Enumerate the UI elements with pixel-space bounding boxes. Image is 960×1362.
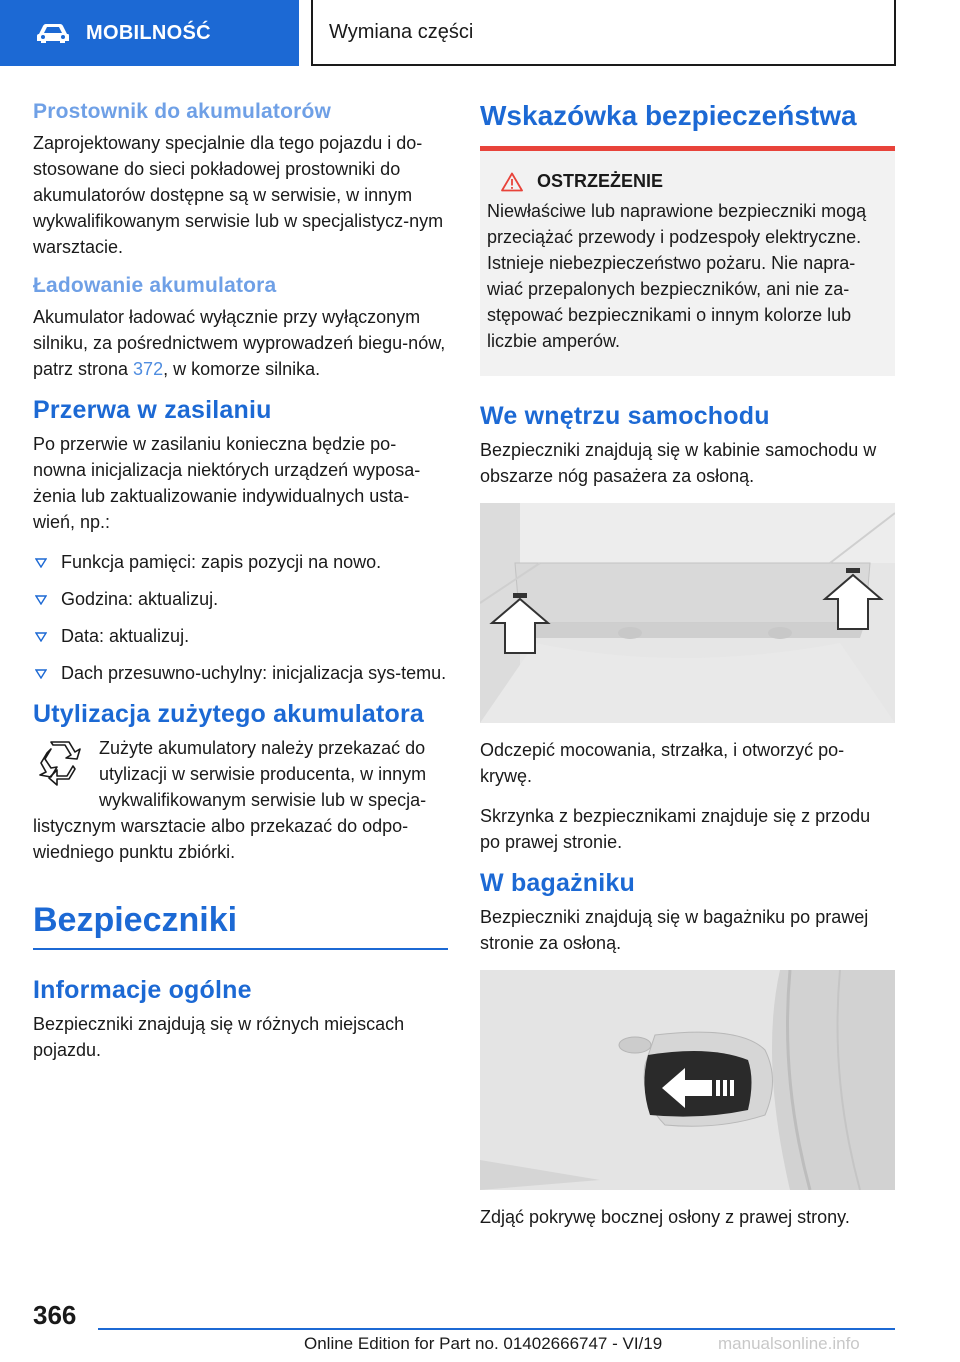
power-interruption-heading: Przerwa w zasilaniu	[33, 396, 272, 424]
car-icon	[36, 22, 70, 44]
footer-rule	[98, 1328, 895, 1330]
warning-triangle-icon	[501, 172, 523, 192]
bullet-triangle-icon	[35, 669, 47, 679]
interior-caption: Odczepić mocowania, strzałka, i otworzyć po-krywę.	[480, 740, 845, 786]
trunk-fuse-cover-image	[480, 970, 895, 1190]
general-info-heading: Informacje ogólne	[33, 976, 252, 1004]
left-column	[33, 100, 448, 1077]
fuses-heading: Bezpieczniki	[33, 901, 448, 950]
interior-fuse-cover-image	[480, 503, 895, 723]
charging-paragraph: Akumulator ładować wyłącznie przy wyłączonym silniku, za pośrednictwem wyprowadzeń biegu-nów, patrz strona 372, w komorze silnika.	[33, 307, 446, 379]
power-list	[33, 549, 448, 686]
disposal-paragraph: Zużyte akumulatory należy przekazać do utylizacji w serwisie producenta, w innym wykwalifikowanym serwisie lub w specja-listycznym warsztacie albo przekazać do odpo-wiedniego punktu zbiórki.	[33, 738, 427, 862]
warning-paragraph: Niewłaściwe lub naprawione bezpieczniki mogą przeciążać przewody i podzespoły elektryczne. Istnieje niebezpieczeństwo pożaru. Nie napra-wiać przepalonych bezpieczników, ani nie za-stępować bezpiecznikami o innym kolorze lub liczbie amperów.	[487, 201, 867, 351]
watermark: manualsonline.info	[718, 1334, 860, 1353]
list-item: Dach przesuwno-uchylny: inicjalizacja sys-temu.	[33, 660, 448, 686]
list-item: Funkcja pamięci: zapis pozycji na nowo.	[33, 549, 448, 575]
section-label: MOBILNOŚĆ	[86, 21, 211, 44]
bullet-triangle-icon	[35, 632, 47, 642]
trunk-heading: W bagażniku	[480, 869, 635, 897]
page-link[interactable]: 372	[133, 359, 164, 379]
charger-heading: Prostownik do akumulatorów	[33, 100, 332, 123]
safety-heading: Wskazówka bezpieczeństwa	[480, 100, 895, 151]
disposal-heading: Utylizacja zużytego akumulatora	[33, 700, 425, 728]
charger-paragraph: Zaprojektowany specjalnie dla tego pojazdu i do-stosowane do sieci pokładowej prostowniki do akumulatorów dostępne są w serwisie, w innym wykwalifikowanym serwisie lub w specjalistycz-nym warsztacie.	[33, 133, 444, 257]
interior-paragraph: Bezpieczniki znajdują się w kabinie samochodu w obszarze nóg pasażera za osłoną.	[480, 440, 877, 486]
recycle-icon	[33, 739, 85, 793]
list-item: Data: aktualizuj.	[33, 623, 448, 649]
power-interruption-paragraph: Po przerwie w zasilaniu konieczna będzie po-nowna inicjalizacja niektórych urządzeń wyposa-żenia lub zaktualizowanie indywidualnych usta-wień, np.:	[33, 434, 421, 532]
page-number: 366	[33, 1300, 77, 1330]
edition-note: Online Edition for Part no. 01402666747 - VI/19	[304, 1334, 663, 1353]
list-item: Godzina: aktualizuj.	[33, 586, 448, 612]
bullet-triangle-icon	[35, 595, 47, 605]
trunk-caption: Zdjąć pokrywę bocznej osłony z prawej strony.	[480, 1207, 850, 1227]
bullet-triangle-icon	[35, 558, 47, 568]
general-info-paragraph: Bezpieczniki znajdują się w różnych miejscach pojazdu.	[33, 1014, 405, 1060]
trunk-paragraph: Bezpieczniki znajdują się w bagażniku po prawej stronie za osłoną.	[480, 907, 869, 953]
right-column	[480, 100, 895, 1244]
section-tab[interactable]	[0, 0, 299, 66]
interior-paragraph-2: Skrzynka z bezpiecznikami znajduje się z przodu po prawej stronie.	[480, 806, 871, 852]
chapter-title: Wymiana części	[311, 0, 896, 66]
warning-box	[480, 151, 895, 376]
charging-heading: Ładowanie akumulatora	[33, 274, 277, 297]
interior-heading: We wnętrzu samochodu	[480, 402, 770, 430]
warning-title: OSTRZEŻENIE	[487, 171, 888, 192]
